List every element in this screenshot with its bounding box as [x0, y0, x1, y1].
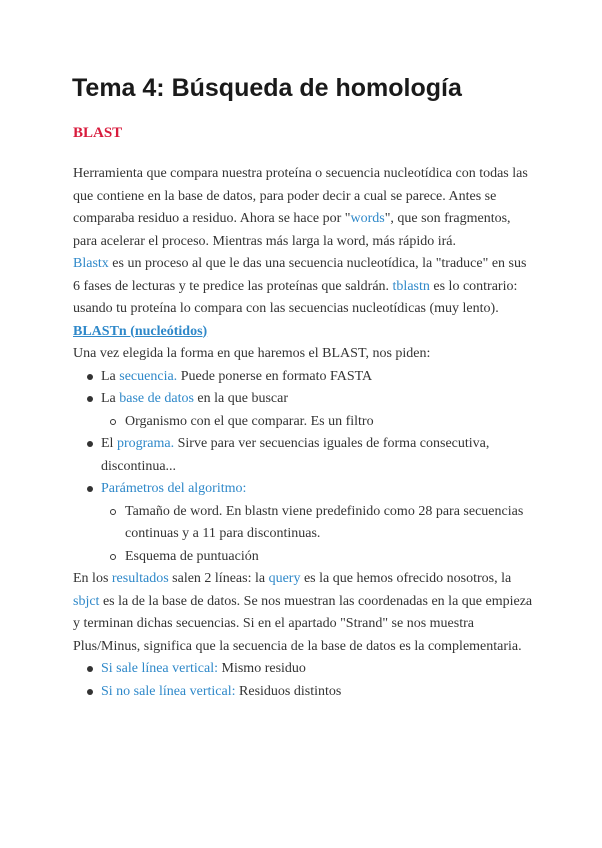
document-body — [73, 163, 533, 703]
results-text-4: es la de la base de datos. Se nos muestran las coordenadas en la que empieza y terminan dichas secuencias. Si en el apartado "Strand" se nos muestra Plus/Minus, significa que la secuencia de la base de datos es la complementaria. — [73, 593, 533, 654]
sublist-item: Tamaño de word. En blastn viene predefinido como 28 para secuencias continuas y a 11 para discontinuas. — [101, 501, 533, 546]
term-sbjct: sbjct — [73, 593, 100, 609]
intro-text-2: ", que son fragmentos, para acelerar el proceso. Mientras más larga la word, más rápido irá. — [73, 211, 511, 249]
sublist-item: Esquema de puntuación — [101, 546, 533, 569]
intro-paragraph — [73, 163, 533, 253]
results-text-1: En los — [73, 571, 112, 586]
item-pre: La — [101, 391, 120, 406]
term-query: query — [268, 571, 301, 586]
sublist — [101, 411, 533, 434]
results-text-3: es la que hemos ofrecido nosotros, la — [300, 571, 512, 586]
list-item — [73, 366, 533, 389]
item-post: en la que buscar — [193, 391, 288, 406]
item-pre: El — [101, 436, 117, 451]
results-paragraph — [73, 568, 533, 658]
list-item — [73, 478, 533, 568]
term-parametros: Parámetros del algoritmo: — [101, 481, 247, 496]
term-words: words — [350, 211, 385, 226]
term-secuencia: secuencia. — [119, 368, 178, 384]
list-item — [73, 433, 533, 478]
term-no-linea-vertical: Si no sale línea vertical: — [101, 683, 236, 699]
term-programa: programa. — [116, 436, 175, 451]
blastn-heading-line — [73, 321, 533, 344]
item-post: Residuos distintos — [235, 683, 342, 699]
sublist-item: Organismo con el que comparar. Es un filtro — [101, 411, 533, 434]
term-resultados: resultados — [111, 571, 169, 586]
item-post: Puede ponerse en formato FASTA — [177, 368, 373, 384]
blast-heading: BLAST — [73, 125, 123, 141]
list-item — [73, 388, 533, 433]
term-base-de-datos: base de datos — [119, 391, 194, 406]
blastn-heading-link[interactable]: BLASTn (nucleótidos) — [73, 323, 208, 339]
term-tblastn: tblastn — [392, 278, 430, 294]
page-title: Tema 4: Búsqueda de homología — [72, 74, 462, 102]
results-list — [73, 658, 533, 703]
list-item — [73, 681, 533, 704]
term-blastx: Blastx — [73, 256, 109, 271]
blastx-text-2: es lo contrario: usando tu proteína lo compara con las secuencias nucleotídicas (muy lento). — [73, 278, 518, 316]
blastx-text-1: es un proceso al que le das una secuencia nucleotídica, la "traduce" en sus 6 fases de lecturas y te predice las proteínas que saldrán. — [73, 256, 527, 294]
sublist — [101, 501, 533, 569]
item-pre: La — [101, 368, 120, 384]
term-linea-vertical: Si sale línea vertical: — [101, 661, 219, 676]
blastx-paragraph — [73, 253, 533, 321]
intro-text-1: Herramienta que compara nuestra proteína o secuencia nucleotídica con todas las que contiene en la base de datos, para poder decir a cual se parece. Antes se comparaba residuo a residuo. Ahora se hace por " — [73, 166, 528, 226]
results-text-2: salen 2 líneas: la — [168, 571, 269, 586]
blastn-params-list — [73, 366, 533, 569]
item-post: Mismo residuo — [218, 661, 306, 676]
list-item — [73, 658, 533, 681]
item-post: Sirve para ver secuencias iguales de forma consecutiva, discontinua... — [101, 436, 490, 474]
blastn-intro: Una vez elegida la forma en que haremos el BLAST, nos piden: — [73, 346, 431, 361]
